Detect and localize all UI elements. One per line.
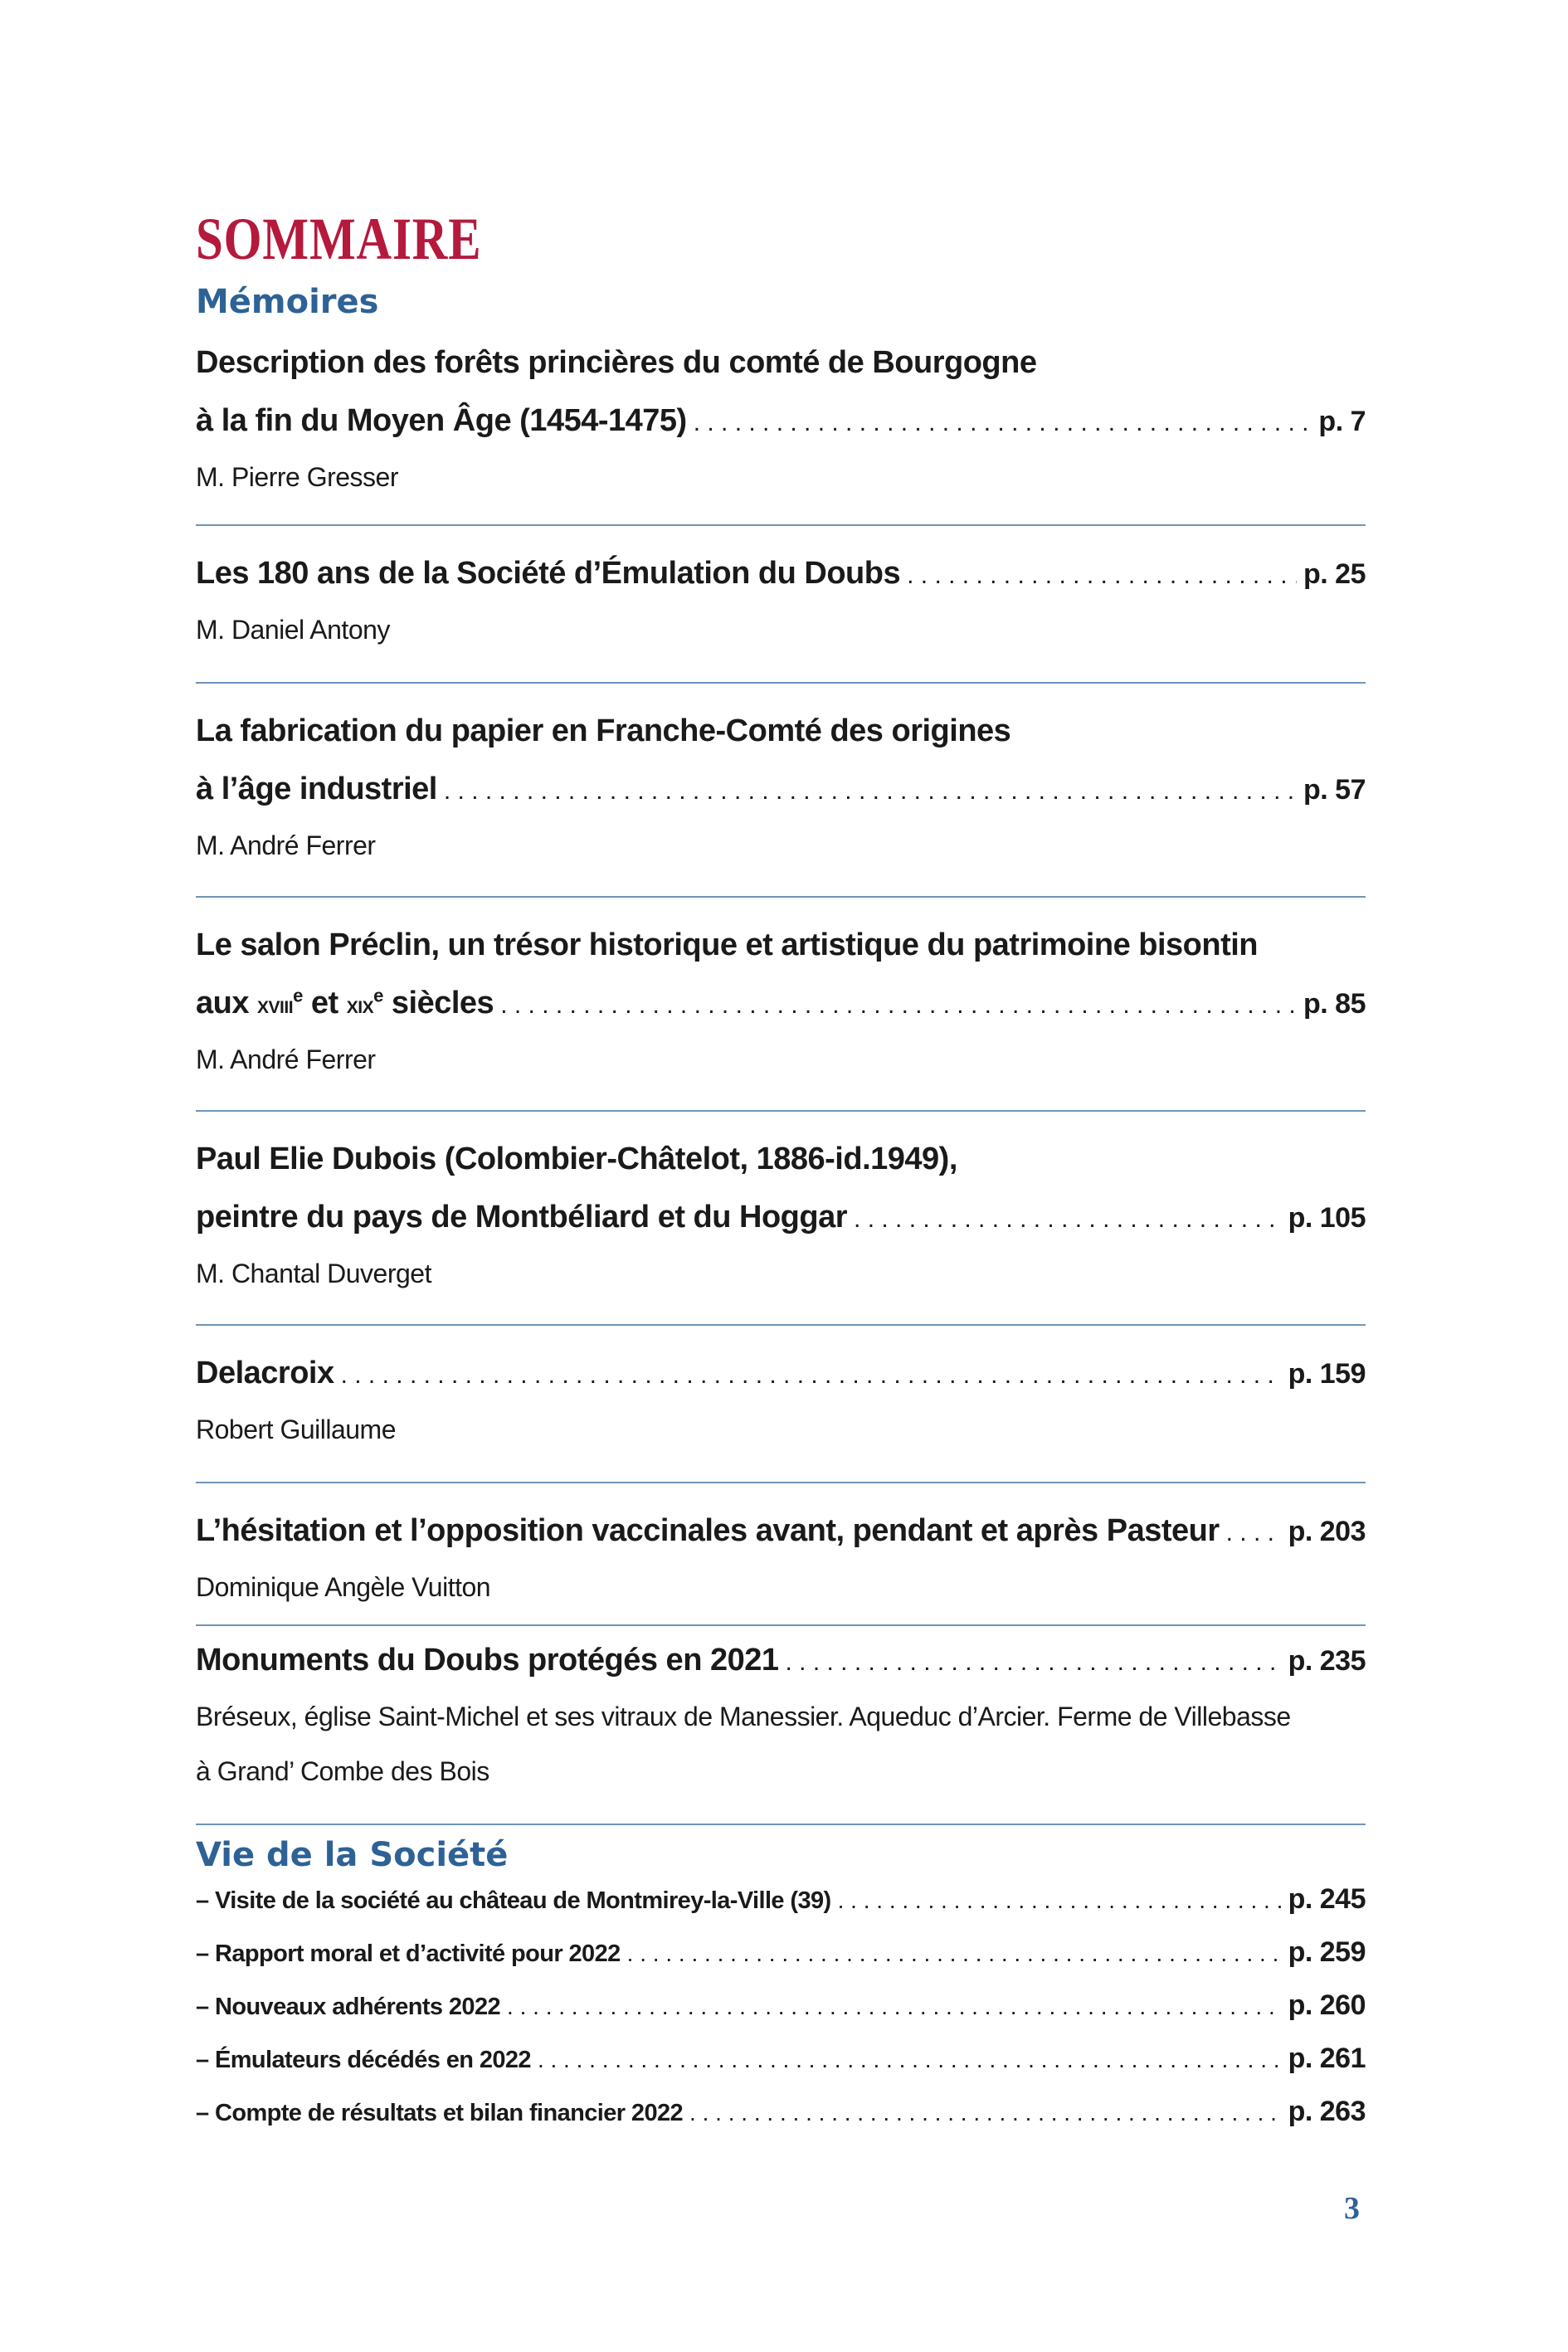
page-reference: p. 57 bbox=[1303, 774, 1366, 806]
memoire-entry[interactable] bbox=[196, 334, 1366, 504]
entry-author: Dominique Angèle Vuitton bbox=[196, 1572, 491, 1602]
list-item-label: – Compte de résultats et bilan financier 2022 bbox=[196, 2100, 684, 2126]
list-item-label: – Émulateurs décédés en 2022 bbox=[196, 2047, 531, 2073]
leader-dots bbox=[500, 991, 1297, 1020]
list-item-label: – Visite de la société au château de Montmirey-la-Ville (39) bbox=[196, 1887, 831, 1914]
vie-list bbox=[196, 1883, 1366, 2149]
list-item[interactable] bbox=[196, 2043, 1366, 2096]
entry-author: Robert Guillaume bbox=[196, 1415, 396, 1444]
leader-dots bbox=[694, 409, 1312, 437]
list-item[interactable] bbox=[196, 1936, 1366, 1989]
page-reference: p. 260 bbox=[1288, 1989, 1366, 2021]
entry-title: aux xviii$^e$ et xix$^e$ siècles bbox=[196, 985, 494, 1020]
list-item[interactable] bbox=[196, 1989, 1366, 2043]
entry-title: Paul Elie Dubois (Colombier-Châtelot, 1886-id.1949), bbox=[196, 1142, 957, 1176]
entry-title: à l’âge industriel bbox=[196, 772, 437, 806]
list-item-label: – Nouveaux adhérents 2022 bbox=[196, 1994, 501, 2020]
page-reference: p. 261 bbox=[1288, 2043, 1366, 2074]
entry-author: M. André Ferrer bbox=[196, 830, 376, 860]
page-reference: p. 25 bbox=[1303, 558, 1366, 590]
memoire-entry[interactable] bbox=[196, 916, 1366, 1087]
entry-author: Bréseux, église Saint-Michel et ses vitraux de Manessier. Aqueduc d’Arcier. Ferme de Villebasse bbox=[196, 1702, 1291, 1731]
divider bbox=[196, 1482, 1366, 1483]
memoire-entry[interactable] bbox=[196, 1130, 1366, 1301]
divider bbox=[196, 1324, 1366, 1326]
list-item[interactable] bbox=[196, 1883, 1366, 1936]
page-reference: p. 263 bbox=[1288, 2096, 1366, 2127]
memoire-entry[interactable] bbox=[196, 1631, 1366, 1799]
divider bbox=[196, 682, 1366, 684]
leader-dots bbox=[627, 1941, 1282, 1967]
entry-title: Le salon Préclin, un trésor historique et artistique du patrimoine bisontin bbox=[196, 928, 1259, 962]
leader-dots bbox=[854, 1205, 1282, 1234]
leader-dots bbox=[838, 1887, 1282, 1914]
entry-title: peintre du pays de Montbéliard et du Hoggar bbox=[196, 1200, 848, 1234]
page-reference: p. 245 bbox=[1288, 1883, 1366, 1915]
divider bbox=[196, 1110, 1366, 1112]
page-number: 3 bbox=[1344, 2191, 1360, 2226]
list-item[interactable] bbox=[196, 2096, 1366, 2149]
leader-dots bbox=[341, 1361, 1282, 1390]
divider bbox=[196, 1824, 1366, 1825]
leader-dots bbox=[689, 2100, 1282, 2126]
leader-dots bbox=[538, 2047, 1282, 2073]
page-reference: p. 105 bbox=[1288, 1202, 1366, 1234]
section-heading-memoires: Mémoires bbox=[196, 283, 379, 321]
page-reference: p. 203 bbox=[1288, 1516, 1366, 1547]
leader-dots bbox=[444, 777, 1297, 806]
divider bbox=[196, 524, 1366, 526]
list-item-label: – Rapport moral et d’activité pour 2022 bbox=[196, 1941, 621, 1967]
section-heading-vie: Vie de la Société bbox=[196, 1836, 509, 1874]
page-reference: p. 159 bbox=[1288, 1358, 1366, 1390]
entry-author: M. Daniel Antony bbox=[196, 615, 390, 645]
entry-author: M. André Ferrer bbox=[196, 1045, 376, 1074]
divider bbox=[196, 1624, 1366, 1626]
leader-dots bbox=[907, 562, 1297, 590]
page-reference: p. 7 bbox=[1318, 406, 1366, 437]
memoire-entry[interactable] bbox=[196, 1502, 1366, 1614]
entry-title: L’hésitation et l’opposition vaccinales avant, pendant et après Pasteur bbox=[196, 1513, 1220, 1548]
entry-title: La fabrication du papier en Franche-Comté des origines bbox=[196, 713, 1011, 748]
entry-author: M. Pierre Gresser bbox=[196, 462, 398, 492]
divider bbox=[196, 896, 1366, 898]
leader-dots bbox=[1226, 1519, 1282, 1547]
leader-dots bbox=[786, 1648, 1282, 1677]
leader-dots bbox=[507, 1994, 1282, 2020]
page-reference: p. 259 bbox=[1288, 1936, 1366, 1968]
entry-author: M. Chantal Duverget bbox=[196, 1259, 431, 1288]
entry-title: Les 180 ans de la Société d’Émulation du Doubs bbox=[196, 556, 901, 591]
entry-title: à la fin du Moyen Âge (1454-1475) bbox=[196, 403, 687, 438]
page-title: SOMMAIRE bbox=[196, 206, 482, 272]
memoire-entry[interactable] bbox=[196, 702, 1366, 873]
entry-title: Monuments du Doubs protégés en 2021 bbox=[196, 1643, 779, 1678]
memoire-entry[interactable] bbox=[196, 544, 1366, 657]
page-reference: p. 85 bbox=[1303, 988, 1366, 1020]
entry-title: Delacroix bbox=[196, 1356, 334, 1390]
entry-title: Description des forêts princières du comté de Bourgogne bbox=[196, 345, 1037, 380]
page-reference: p. 235 bbox=[1288, 1645, 1366, 1677]
entry-author: à Grand’ Combe des Bois bbox=[196, 1756, 489, 1786]
memoire-entry[interactable] bbox=[196, 1344, 1366, 1457]
